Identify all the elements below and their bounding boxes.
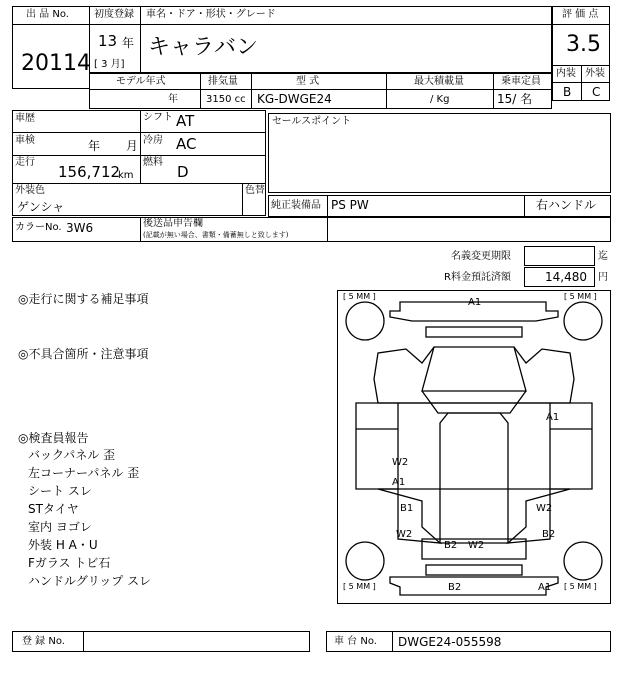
damage-mark: W2 <box>468 540 485 551</box>
lot-number: 20114 <box>21 51 91 76</box>
inspector-title: ◎検査員報告 <box>18 431 89 445</box>
inspector-line: 外装 H A・U <box>28 538 98 552</box>
rear-right-wheel <box>564 542 602 580</box>
chassis-number-label: 車 台 No. <box>334 636 377 647</box>
damage-mark: A1 <box>538 582 552 593</box>
damage-mark: A1 <box>546 412 560 423</box>
damage-mark: B2 <box>448 582 462 593</box>
defects-title: ◎不具合箇所・注意事項 <box>18 347 149 361</box>
tire-depth-front-right: [ 5 MM ] <box>564 292 597 301</box>
exterior-grade: C <box>592 85 601 99</box>
fuel-label: 燃料 <box>143 157 163 168</box>
rear-left-wheel <box>346 542 384 580</box>
damage-mark: B2 <box>542 529 556 540</box>
recycle-label: R料金預託済額 <box>444 272 511 283</box>
mileage-label: 走行 <box>15 157 35 168</box>
steering-value: 右ハンドル <box>536 198 597 212</box>
max-load-value: / Kg <box>430 94 450 105</box>
car-name: キャラバン <box>148 35 259 60</box>
color-value: ゲンシャ <box>17 200 65 214</box>
equipment-label: 純正装備品 <box>271 200 321 211</box>
exterior-label: 外装 <box>585 68 605 79</box>
tire-depth-rear-right: [ 5 MM ] <box>564 582 597 591</box>
capacity-label: 乗車定員 <box>501 76 541 87</box>
shift-value: AT <box>176 112 195 130</box>
rear-plate-area <box>426 565 522 575</box>
door-lines <box>398 403 550 489</box>
tire-depth-front-left: [ 5 MM ] <box>343 292 376 301</box>
rear-right-fender <box>508 489 570 543</box>
car-name-label: 車名・ドア・形状・グレード <box>146 9 276 20</box>
color-no-row <box>12 217 611 242</box>
inspector-line: 左コーナーパネル 歪 <box>28 466 140 480</box>
inspector-line: ハンドルグリップ スレ <box>28 574 152 588</box>
damage-mark: A1 <box>392 477 406 488</box>
interior-label: 内装 <box>556 68 576 79</box>
type-label: 型 式 <box>296 76 320 87</box>
fuel-value: D <box>177 163 189 181</box>
damage-mark: B2 <box>444 540 458 551</box>
name-change-label: 名義変更期限 <box>451 251 511 262</box>
registration-number-label: 登 録 No. <box>22 636 65 647</box>
front-right-wheel <box>564 302 602 340</box>
damage-mark: W2 <box>536 503 553 514</box>
score-label: 評 価 点 <box>562 9 599 20</box>
first-reg-year-unit: 年 <box>122 36 135 50</box>
name-change-unit: 迄 <box>598 251 608 262</box>
mileage-value: 156,712 <box>58 163 121 181</box>
type-value: KG-DWGE24 <box>257 92 332 106</box>
front-fenders <box>374 347 574 403</box>
recycle-unit: 円 <box>598 272 608 283</box>
inspector-line: バックパネル 歪 <box>28 448 116 462</box>
windshield-area <box>422 347 526 391</box>
first-reg-year: 13 <box>98 32 118 50</box>
lot-number-label: 出 品 No. <box>26 9 69 20</box>
chassis-number: DWGE24-055598 <box>398 635 502 649</box>
front-left-wheel <box>346 302 384 340</box>
max-load-label: 最大積載量 <box>414 76 464 87</box>
displacement-label: 排気量 <box>208 76 238 87</box>
capacity-value: 15/ 名 <box>497 92 533 106</box>
equipment-value: PS PW <box>331 198 369 212</box>
mileage-unit: km <box>118 170 134 181</box>
displacement-value: 3150 cc <box>206 94 246 105</box>
post-doc-label: 後送品申告欄 <box>143 218 203 229</box>
damage-mark: A1 <box>468 297 482 308</box>
hood-line <box>422 391 526 413</box>
recycle-value: 14,480 <box>545 270 587 284</box>
inspector-line: シート スレ <box>28 484 92 498</box>
damage-mark: W2 <box>392 457 409 468</box>
tire-depth-rear-left: [ 5 MM ] <box>343 582 376 591</box>
inspection-value: 年 月 <box>88 139 138 153</box>
history-label: 車歴 <box>15 113 35 124</box>
inspector-line: 室内 ヨゴレ <box>28 520 92 534</box>
sales-point-label: セールスポイント <box>272 116 352 127</box>
inspection-label: 車検 <box>15 135 35 146</box>
roof <box>440 413 508 543</box>
vehicle-diagram <box>337 290 611 604</box>
ac-label: 冷房 <box>143 135 163 146</box>
name-change-value <box>524 246 595 266</box>
shift-label: シフト <box>143 112 173 123</box>
damage-mark: W2 <box>396 529 413 540</box>
first-reg-month: [ 3 月] <box>94 59 125 70</box>
driving-notes-title: ◎走行に関する補足事項 <box>18 292 149 306</box>
color-no-value: 3W6 <box>66 221 94 235</box>
rear-bumper <box>390 577 558 595</box>
inspector-line: STタイヤ <box>28 502 79 516</box>
color-no-label: カラーNo. <box>15 222 62 233</box>
interior-grade: B <box>563 85 572 99</box>
first-reg-label: 初度登録 <box>94 9 134 20</box>
inspector-line: Fガラス トビ石 <box>28 556 111 570</box>
post-doc-note: (記載が無い場合、書類・備蓄無しと致します) <box>143 231 289 239</box>
damage-mark: B1 <box>400 503 414 514</box>
ac-value: AC <box>176 135 197 153</box>
model-year-unit: 年 <box>168 94 178 105</box>
color-label: 外装色 <box>15 185 45 196</box>
score-value: 3.5 <box>566 32 601 57</box>
front-grille <box>426 327 522 337</box>
color-change-label: 色替 <box>245 185 265 196</box>
model-year-label: モデル年式 <box>116 76 166 87</box>
